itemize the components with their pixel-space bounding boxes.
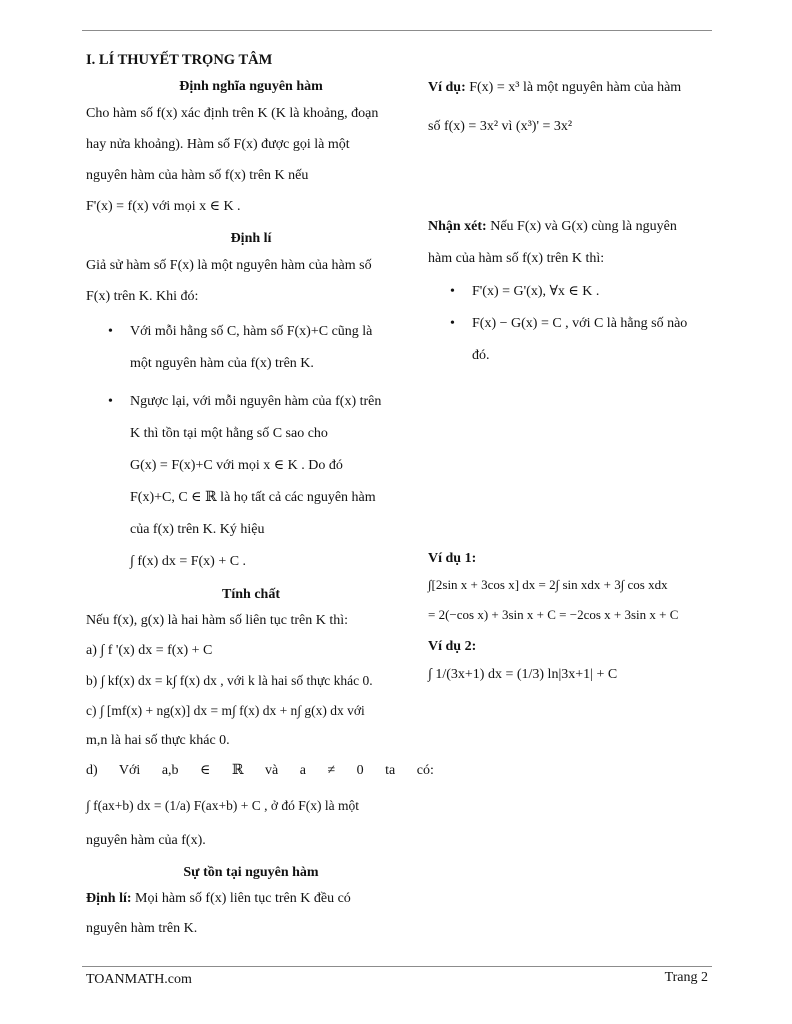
definition-line-4: F'(x) = f(x) với mọi x ∈ K .	[86, 199, 241, 214]
existence-theorem-label: Định lí:	[86, 891, 132, 906]
example-1-line-1: ∫[2sin x + 3cos x] dx = 2∫ sin xdx + 3∫ cos xdx	[428, 577, 668, 592]
example-line-2: số f(x) = 3x² vì (x³)' = 3x²	[428, 119, 573, 134]
remark-line-2: hàm của hàm số f(x) trên K thì:	[428, 251, 605, 266]
example-label: Ví dụ:	[428, 80, 466, 95]
theorem-bullet-2	[86, 386, 416, 578]
property-d-line-2: ∫ f(ax+b) dx = (1/a) F(ax+b) + C , ở đó F(x) là một	[86, 798, 359, 813]
remark-bullet-2-line-2: đó.	[472, 348, 490, 363]
definition-line-2: hay nửa khoảng). Hàm số F(x) được gọi là một	[86, 137, 350, 152]
bullet-dot-icon: •	[108, 394, 113, 409]
remark-bullet-1	[428, 276, 712, 308]
footer-site: TOANMATH.com	[86, 972, 192, 987]
example-2-label: Ví dụ 2:	[428, 639, 477, 654]
theorem-bullet-2-line-2: K thì tồn tại một hằng số C sao cho	[130, 426, 328, 441]
theorem-bullet-2-line-4: F(x)+C, C ∈ ℝ là họ tất cả các nguyên hàm	[130, 490, 376, 505]
bullet-dot-icon: •	[450, 284, 455, 299]
theorem-line-1: Giả sử hàm số F(x) là một nguyên hàm của hàm số	[86, 258, 372, 273]
footer-page-number: Trang 2	[664, 970, 708, 985]
right-column	[428, 76, 712, 692]
property-c-line-1: c) ∫ [mf(x) + ng(x)] dx = m∫ f(x) dx + n∫ g(x) dx với	[86, 703, 365, 718]
existence-theorem-text: Mọi hàm số f(x) liên tục trên K đều có	[131, 891, 351, 906]
theorem-bullet-1-line-1: Với mỗi hằng số C, hàm số F(x)+C cũng là	[130, 324, 373, 339]
definition-title: Định nghĩa nguyên hàm	[179, 79, 323, 94]
example-text-1: F(x) = x³ là một nguyên hàm của hàm	[465, 80, 682, 95]
property-d-line-1: d) Với a,b ∈ ℝ và a ≠ 0 ta có:	[86, 763, 434, 778]
example-1-line-2: = 2(−cos x) + 3sin x + C = −2cos x + 3sin x + C	[428, 607, 679, 622]
theorem-bullet-2-line-1: Ngược lại, với mỗi nguyên hàm của f(x) trên	[130, 394, 382, 409]
remark-text-1: Nếu F(x) và G(x) cùng là nguyên	[486, 219, 677, 234]
example-line-1	[428, 76, 712, 100]
properties-intro: Nếu f(x), g(x) là hai hàm số liên tục trên K thì:	[86, 613, 349, 628]
theorem-line-2: F(x) trên K. Khi đó:	[86, 289, 199, 304]
top-rule	[82, 30, 712, 31]
left-column	[86, 76, 434, 944]
existence-theorem-line-1	[86, 884, 416, 914]
theorem-bullet-1-line-2: một nguyên hàm của f(x) trên K.	[130, 356, 314, 371]
bottom-rule	[82, 966, 712, 967]
property-c-line-2: m,n là hai số thực khác 0.	[86, 733, 230, 748]
theorem-bullet-2-line-6: ∫ f(x) dx = F(x) + C .	[130, 554, 247, 569]
existence-theorem-line-2: nguyên hàm trên K.	[86, 921, 198, 936]
example-1-label: Ví dụ 1:	[428, 551, 477, 566]
properties-title: Tính chất	[222, 587, 280, 602]
theorem-bullet-1	[86, 316, 416, 380]
bullet-dot-icon: •	[450, 316, 455, 331]
theorem-bullet-2-line-5: của f(x) trên K. Ký hiệu	[130, 522, 265, 537]
definition-line-3: nguyên hàm của hàm số f(x) trên K nếu	[86, 168, 309, 183]
bullet-dot-icon: •	[108, 324, 113, 339]
property-b: b) ∫ kf(x) dx = k∫ f(x) dx , với k là hai số thực khác 0.	[86, 673, 373, 688]
property-d-line-3: nguyên hàm của f(x).	[86, 833, 206, 848]
existence-title: Sự tồn tại nguyên hàm	[183, 865, 319, 880]
example-2-line-1: ∫ 1/(3x+1) dx = (1/3) ln|3x+1| + C	[428, 667, 618, 682]
remark-bullet-1-text: F'(x) = G'(x), ∀x ∈ K .	[472, 284, 600, 299]
remark-bullet-2-line-1: F(x) − G(x) = C , với C là hằng số nào	[472, 316, 688, 331]
remark-bullet-2	[428, 308, 712, 372]
remark-line-1	[428, 212, 712, 242]
remark-label: Nhận xét:	[428, 219, 487, 234]
theorem-bullet-2-line-3: G(x) = F(x)+C với mọi x ∈ K . Do đó	[130, 458, 343, 473]
definition-line-1: Cho hàm số f(x) xác định trên K (K là khoảng, đoạn	[86, 106, 379, 121]
theorem-title: Định lí	[230, 231, 272, 246]
property-a: a) ∫ f '(x) dx = f(x) + C	[86, 643, 213, 658]
section-title: I. LÍ THUYẾT TRỌNG TÂM	[86, 52, 273, 68]
